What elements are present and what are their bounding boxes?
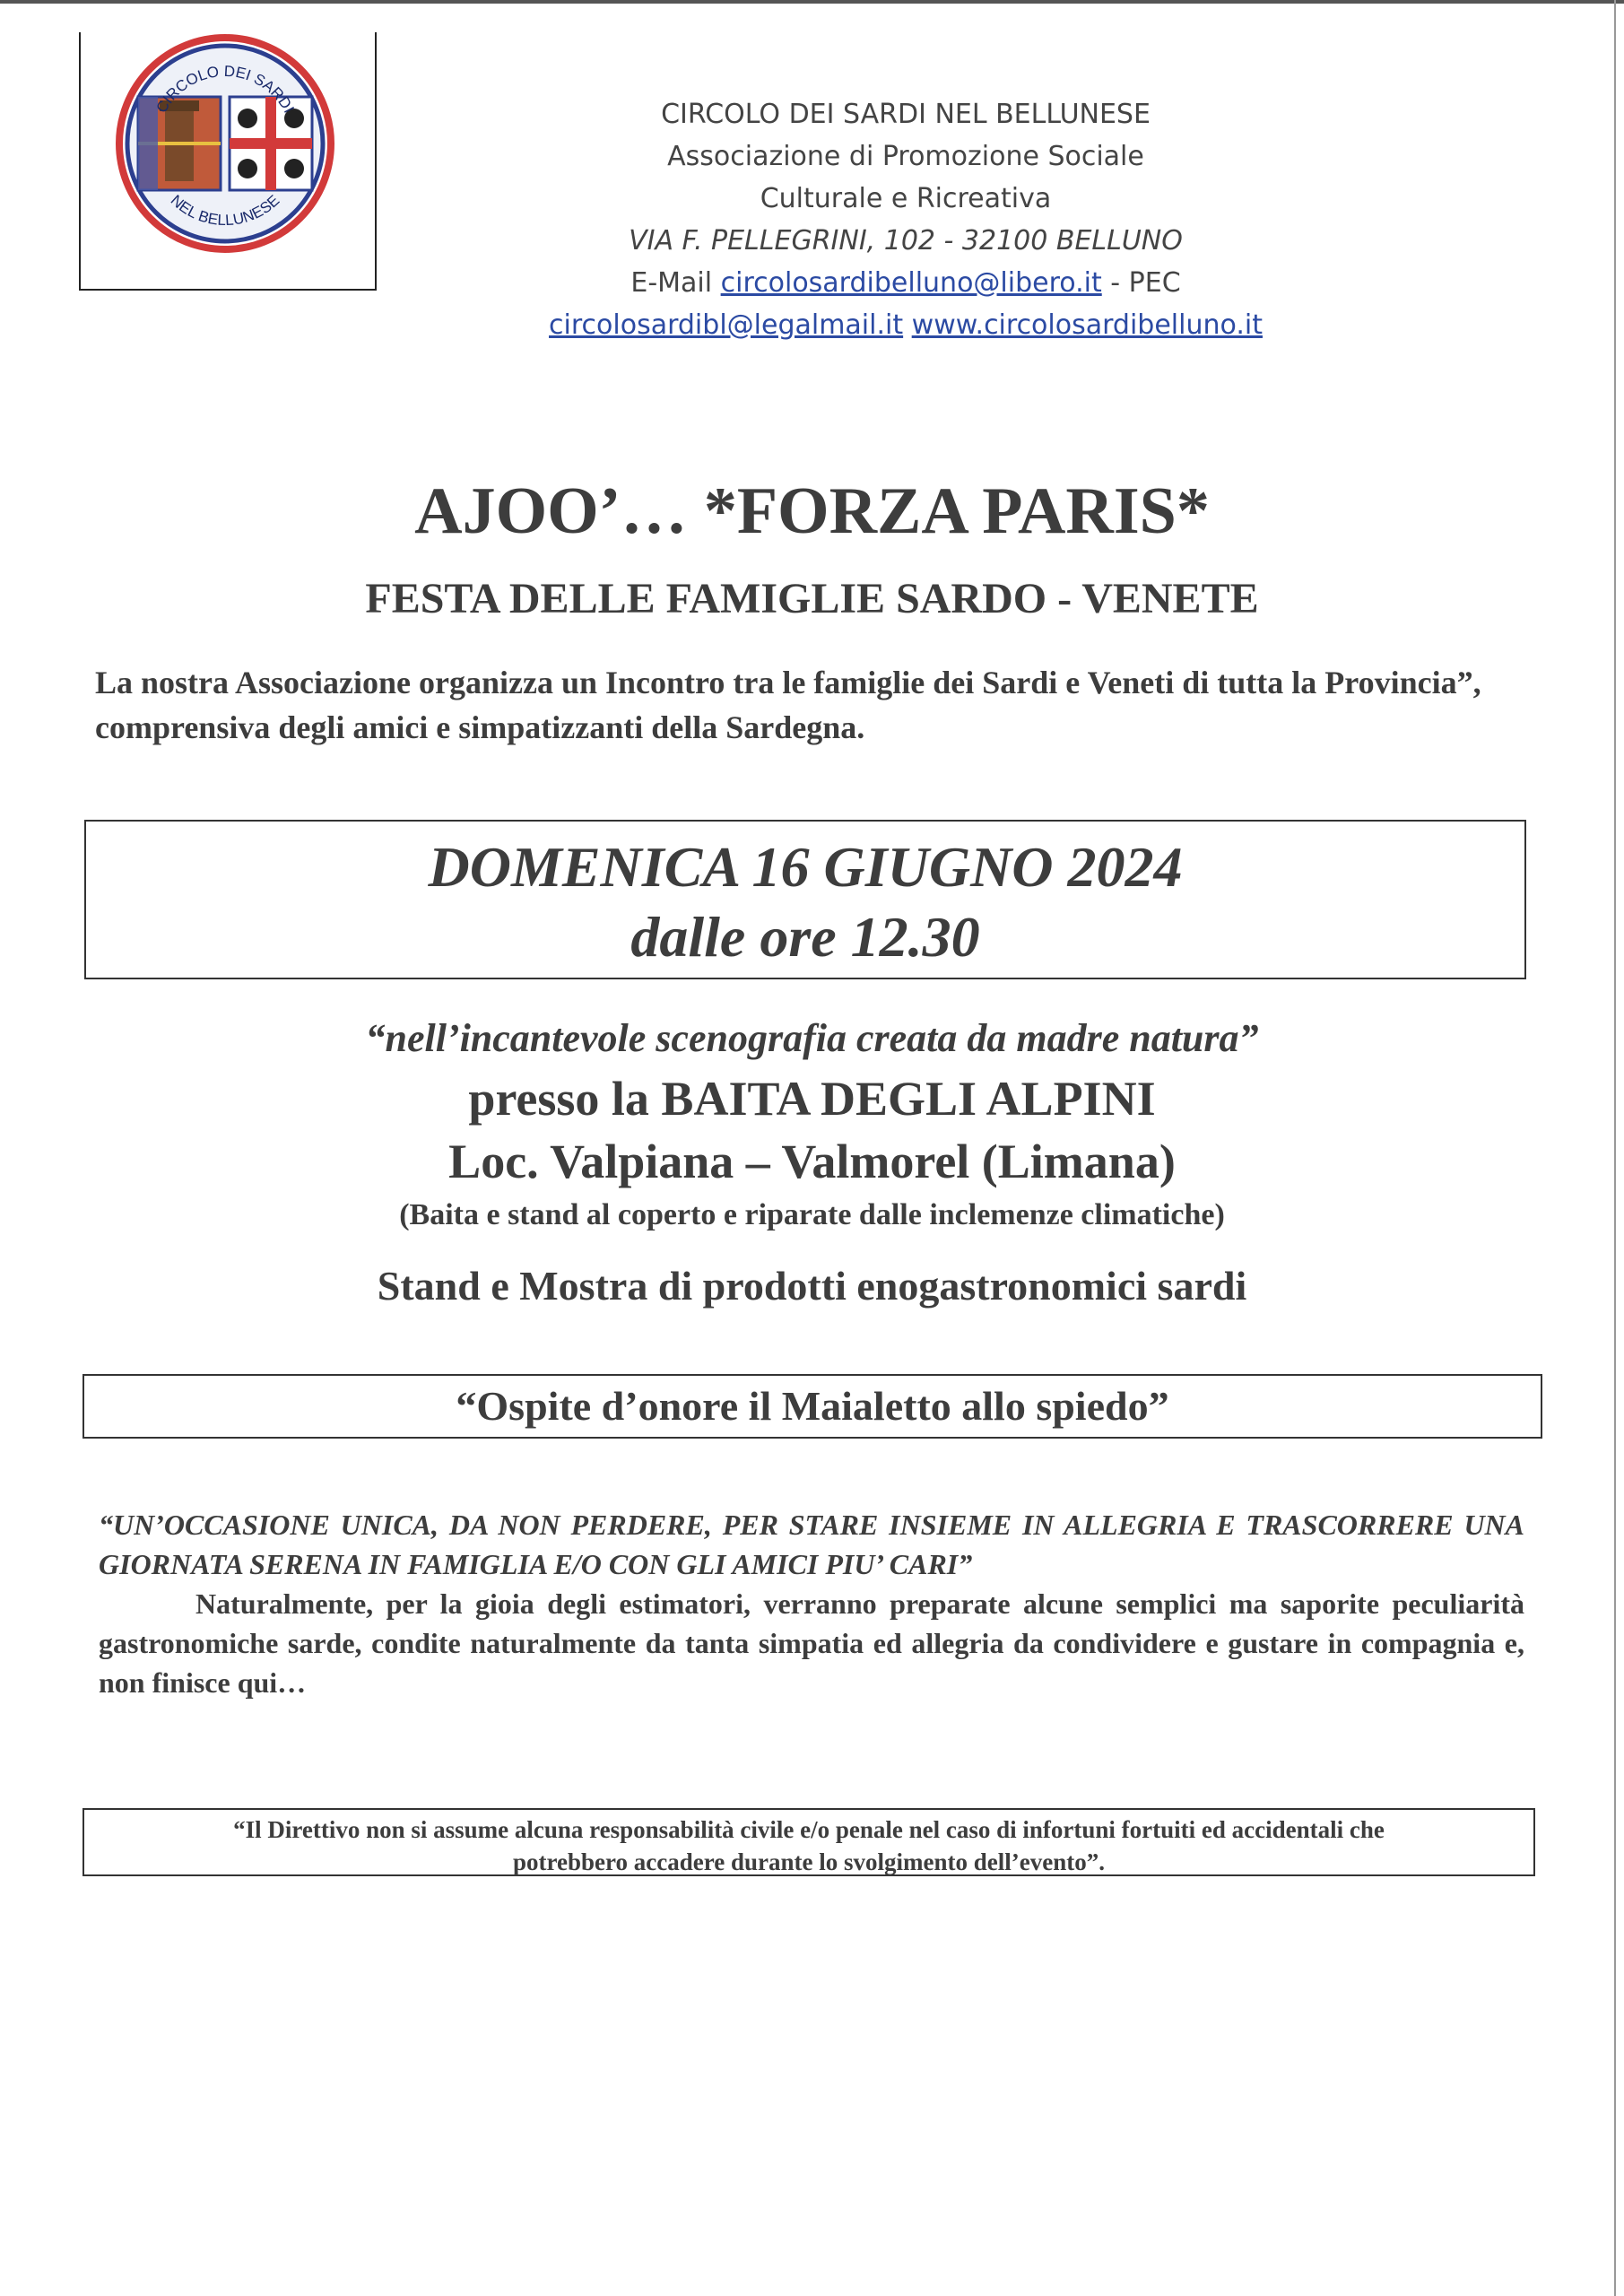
email-label: E-Mail <box>630 267 713 299</box>
website-link[interactable]: www.circolosardibelluno.it <box>911 309 1263 341</box>
logo-text-top: CIRCOLO DEI SARDI <box>152 62 298 117</box>
stand-info: Stand e Mostra di prodotti enogastronomici sardi <box>377 1263 1247 1309</box>
event-slogan: “UN’OCCASIONE UNICA, DA NON PERDERE, PER STARE INSIEME IN ALLEGRIA E TRASCORRERE UNA GIORNATA SERENA IN FAMIGLIA E/O CON GLI AMICI PIU’ CARI” <box>99 1509 1524 1580</box>
web-line <box>502 304 1309 346</box>
disclaimer-line-1: “Il Direttivo non si assume alcuna responsabilità civile e/o penale nel caso di infortuni fortuiti ed accidentali che <box>233 1816 1385 1843</box>
email-link[interactable]: circolosardibelluno@libero.it <box>720 267 1102 299</box>
org-type-2: Culturale e Ricreativa <box>760 183 1052 214</box>
logo-frame <box>79 32 377 291</box>
date-box <box>84 820 1526 979</box>
event-subtitle: FESTA DELLE FAMIGLIE SARDO - VENETE <box>365 575 1259 622</box>
circolo-logo <box>111 32 339 255</box>
organization-header <box>502 93 1309 346</box>
guest-of-honor-box: “Ospite d’onore il Maialetto allo spiedo” <box>83 1374 1542 1439</box>
contact-line <box>502 262 1309 304</box>
event-description: Naturalmente, per la gioia degli estimatori, verranno preparate alcune semplici ma saporite peculiarità gastronomiche sarde, condite naturalmente da tanta simpatia ed allegria da condividere e gustare in compagnia e, non finisce qui… <box>99 1587 1524 1699</box>
logo-text-bottom: NEL BELLUNESE <box>167 191 283 230</box>
venue-tagline: “nell’incantevole scenografia creata da madre natura” <box>365 1016 1259 1060</box>
scan-top-edge <box>0 0 1624 4</box>
org-address: VIA F. PELLEGRINI, 102 - 32100 BELLUNO <box>629 225 1183 257</box>
disclaimer-line-2: potrebbero accadere durante lo svolgimento dell’evento”. <box>513 1848 1105 1875</box>
venue-location: Loc. Valpiana – Valmorel (Limana) <box>448 1135 1176 1188</box>
pec-link[interactable]: circolosardibl@legalmail.it <box>549 309 904 341</box>
org-type-1: Associazione di Promozione Sociale <box>667 141 1144 172</box>
event-title: AJOO’… *FORZA PARIS* <box>414 474 1210 548</box>
event-description-block <box>99 1505 1524 1702</box>
event-intro: La nostra Associazione organizza un Incontro tra le famiglie dei Sardi e Veneti di tutta la Provincia”, comprensiva degli amici e simpatizzanti della Sardegna. <box>95 665 1481 745</box>
venue-note: (Baita e stand al coperto e riparate dalle inclemenze climatiche) <box>399 1198 1225 1231</box>
event-date: DOMENICA 16 GIUGNO 2024 <box>428 835 1183 899</box>
venue-name: presso la BAITA DEGLI ALPINI <box>468 1072 1156 1126</box>
event-time: dalle ore 12.30 <box>630 905 980 969</box>
org-name: CIRCOLO DEI SARDI NEL BELLUNESE <box>661 99 1151 130</box>
pec-label: - PEC <box>1110 267 1181 299</box>
disclaimer-box <box>83 1808 1535 1876</box>
